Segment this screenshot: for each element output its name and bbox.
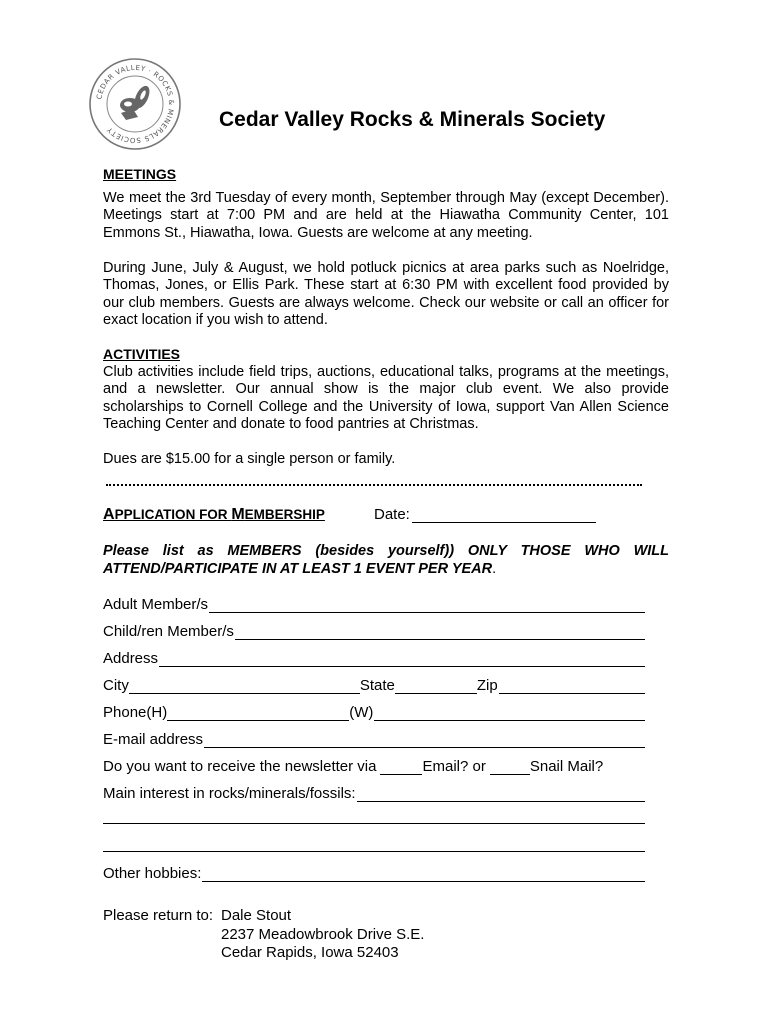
child-members-label: Child/ren Member/s: [103, 623, 234, 640]
state-label: State: [359, 677, 395, 694]
phone-home-label: Phone(H): [103, 704, 168, 721]
hobbies-line[interactable]: [202, 866, 645, 882]
city-line[interactable]: [129, 678, 360, 694]
newsletter-field[interactable]: [103, 757, 645, 775]
phone-field[interactable]: [103, 703, 645, 721]
zip-label: Zip: [476, 677, 498, 694]
email-label: E-mail address: [103, 731, 204, 748]
address-field[interactable]: [103, 649, 645, 667]
email-line[interactable]: [204, 732, 645, 748]
meetings-paragraph-1: We meet the 3rd Tuesday of every month, September through May (except December). Meetings start at 7:00 PM and are held at the Hiawatha Community Center, 101 Emmons St., Hiawatha, Iowa. Guests are welcome at any meeting.: [103, 190, 669, 241]
return-city: Cedar Rapids, Iowa 52403: [221, 944, 399, 961]
meetings-paragraph-2: During June, July & August, we hold potluck picnics at area parks such as Noelridge, Thomas, Jones, or Ellis Park. These start at 6:30 PM with excellent food provided by our club members. Guests are always welcome. Check our website or call an officer for exact location if you wish to attend.: [103, 260, 669, 329]
interest-line[interactable]: [357, 786, 645, 802]
return-name: Dale Stout: [221, 907, 292, 924]
child-members-field[interactable]: [103, 622, 645, 640]
society-logo: [88, 57, 182, 151]
state-line[interactable]: [395, 678, 477, 694]
address-line[interactable]: [159, 651, 645, 667]
interest-field[interactable]: [103, 784, 645, 802]
page-title: Cedar Valley Rocks & Minerals Society: [219, 108, 606, 131]
return-street: 2237 Meadowbrook Drive S.E.: [221, 925, 425, 943]
newsletter-question: Do you want to receive the newsletter via: [103, 758, 377, 775]
activities-paragraph: Club activities include field trips, auctions, educational talks, programs at the meetings, and a newsletter. Our annual show is the major club event. We also provide scholarships to Cornell College and the University of Iowa, support Van Allen Science Teaching Center and donate to food pantries at Christmas.: [103, 364, 669, 433]
child-members-line[interactable]: [235, 624, 645, 640]
hobbies-field[interactable]: [103, 864, 645, 882]
date-label: Date:: [374, 506, 410, 523]
interest-label: Main interest in rocks/minerals/fossils:: [103, 785, 356, 802]
interest-extra-line-2[interactable]: [103, 851, 645, 852]
newsletter-snail-label: Snail Mail?: [529, 758, 604, 775]
date-line[interactable]: [412, 507, 596, 523]
application-heading: APPLICATION FOR MEMBERSHIP: [103, 506, 325, 523]
member-instructions: Please list as MEMBERS (besides yourself)) ONLY THOSE WHO WILL ATTEND/PARTICIPATE IN AT LEAST 1 EVENT PER YEAR.: [103, 543, 669, 577]
hobbies-label: Other hobbies:: [103, 865, 202, 882]
dues-text: Dues are $15.00 for a single person or family.: [103, 451, 396, 467]
newsletter-email-blank[interactable]: [380, 759, 422, 775]
address-label: Address: [103, 650, 159, 667]
return-label: Please return to:: [103, 907, 214, 924]
city-label: City: [103, 677, 129, 694]
city-state-zip-field[interactable]: [103, 676, 645, 694]
email-field[interactable]: [103, 730, 645, 748]
return-address: [103, 907, 424, 963]
newsletter-email-label: Email? or: [422, 758, 486, 775]
adult-members-label: Adult Member/s: [103, 596, 209, 613]
svg-text:CEDAR VALLEY · ROCKS & MINERAL: CEDAR VALLEY · ROCKS & MINERALS SOCIETY: [95, 63, 176, 145]
activities-heading: ACTIVITIES: [103, 346, 181, 362]
dotted-separator: [106, 470, 642, 486]
phone-home-line[interactable]: [167, 705, 349, 721]
adult-members-field[interactable]: [103, 595, 645, 613]
interest-extra-line-1[interactable]: [103, 823, 645, 824]
phone-work-line[interactable]: [374, 705, 645, 721]
zip-line[interactable]: [499, 678, 645, 694]
adult-members-line[interactable]: [209, 597, 645, 613]
date-field[interactable]: [374, 506, 596, 523]
newsletter-snail-blank[interactable]: [490, 759, 530, 775]
phone-work-label: (W): [349, 704, 374, 721]
meetings-heading: MEETINGS: [103, 166, 177, 182]
